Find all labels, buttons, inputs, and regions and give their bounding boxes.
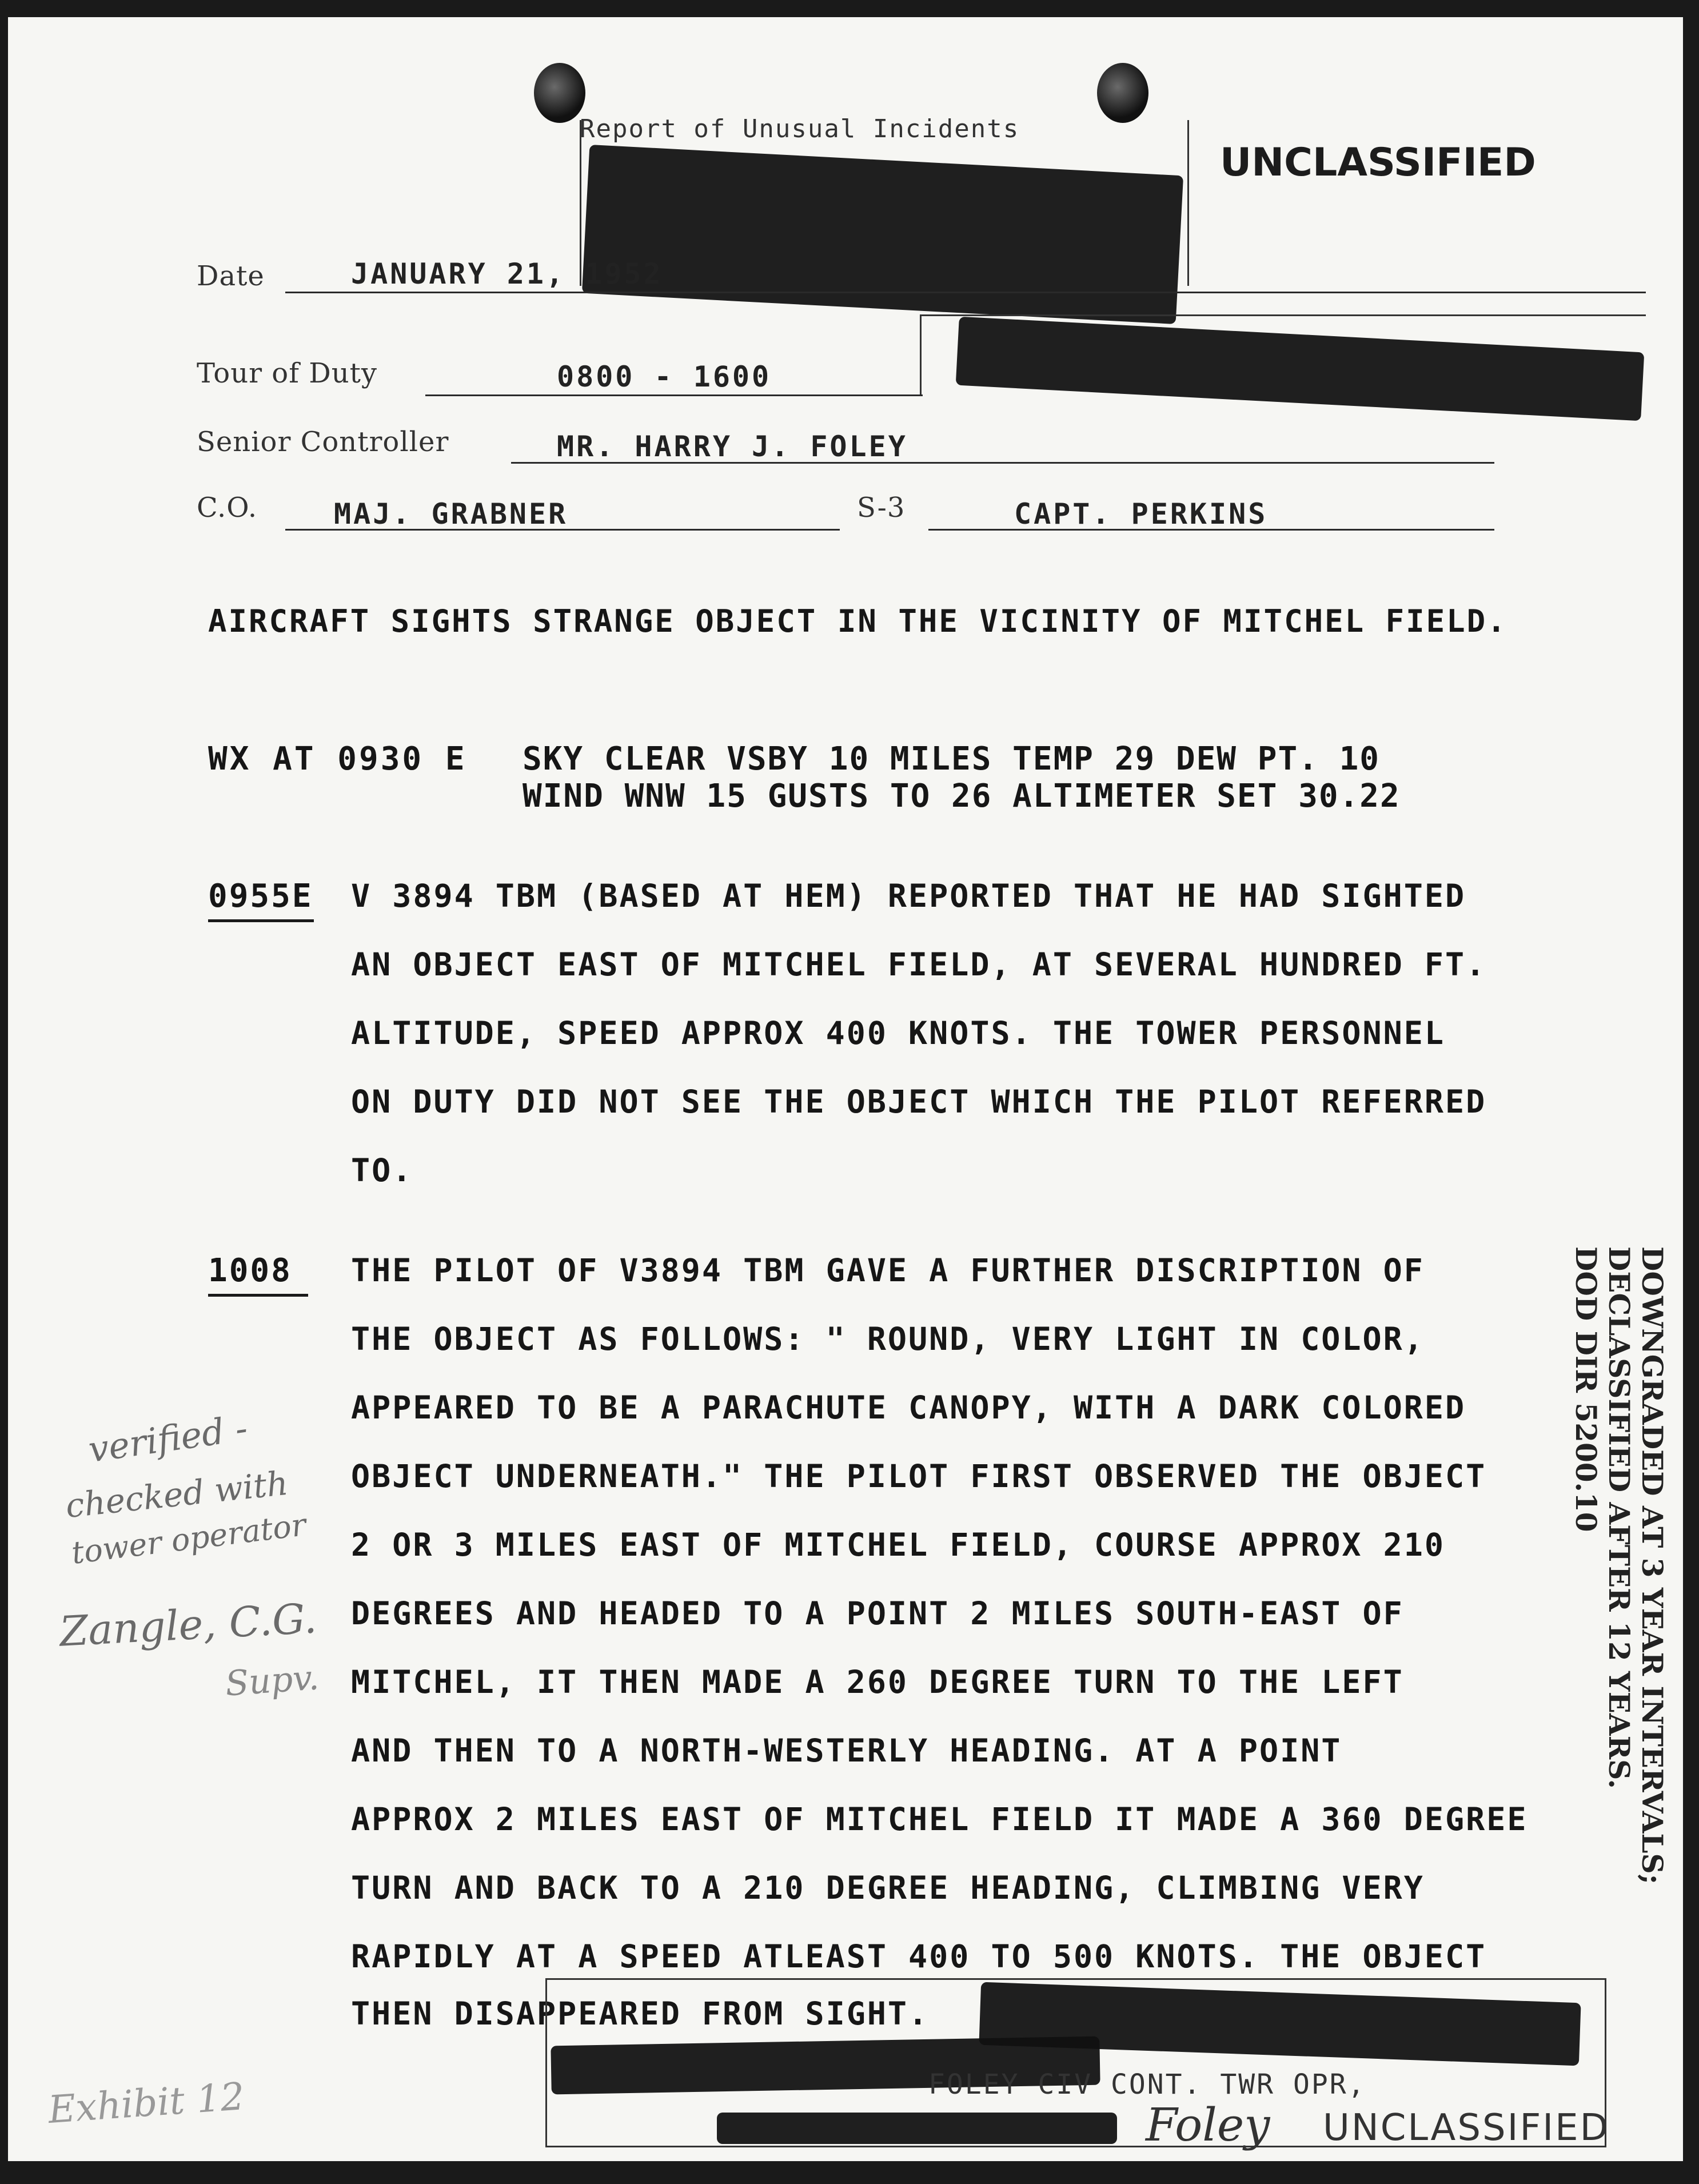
weather-label: WX AT 0930 E [208, 740, 467, 778]
entry2-line-8: AND THEN TO A NORTH-WESTERLY HEADING. AT A POINT [351, 1732, 1342, 1769]
co-value: MAJ. GRABNER [334, 497, 568, 531]
tour-label: Tour of Duty [197, 357, 378, 389]
margin-note-5: Supv. [224, 1657, 321, 1704]
entry1-line-2: AN OBJECT EAST OF MITCHEL FIELD, AT SEVERAL HUNDRED FT. [351, 946, 1487, 983]
entry1-line-4: ON DUTY DID NOT SEE THE OBJECT WHICH THE PILOT REFERRED [351, 1083, 1487, 1120]
redaction-right [956, 317, 1645, 421]
date-label: Date [197, 260, 265, 292]
entry-time-underline-2 [208, 1294, 308, 1297]
bottom-handwritten-note: Exhibit 12 [46, 2074, 246, 2132]
declass-stamp [1569, 1246, 1669, 1884]
redaction-box-right-side [920, 314, 922, 394]
classification-bottom: UNCLASSIFIED [1323, 2107, 1610, 2149]
entry2-line-3: APPEARED TO BE A PARACHUTE CANOPY, WITH A DARK COLORED [351, 1389, 1466, 1426]
entry2-line-1: THE PILOT OF V3894 TBM GAVE A FURTHER DISCRIPTION OF [351, 1252, 1425, 1289]
s3-value: CAPT. PERKINS [1014, 497, 1268, 531]
entry-time-0955e: 0955E [208, 878, 313, 915]
redaction-top [582, 145, 1183, 324]
weather-line-1: SKY CLEAR VSBY 10 MILES TEMP 29 DEW PT. 10 [523, 740, 1381, 778]
margin-note-2: checked with [63, 1463, 290, 1526]
document-page [8, 17, 1683, 2161]
entry2-line-7: MITCHEL, IT THEN MADE A 260 DEGREE TURN TO THE LEFT [351, 1664, 1404, 1700]
date-value: JANUARY 21, 1952 [351, 257, 663, 290]
entry-time-underline-1 [208, 919, 314, 922]
margin-note-3: tower operator [69, 1507, 308, 1571]
pin-right [1097, 63, 1148, 123]
weather-line-2: WIND WNW 15 GUSTS TO 26 ALTIMETER SET 30.22 [523, 778, 1401, 815]
form-title: Report of Unusual Incidents [580, 114, 1020, 144]
co-label: C.O. [197, 492, 258, 524]
entry1-line-1: V 3894 TBM (BASED AT HEM) REPORTED THAT HE HAD SIGHTED [351, 878, 1466, 914]
declass-line-2: DECLASSIFIED AFTER 12 YEARS. [1602, 1246, 1636, 1789]
date-rule [285, 292, 1646, 293]
margin-note-4: Zangle, C.G. [58, 1594, 318, 1656]
senior-controller-label: Senior Controller [197, 426, 449, 458]
entry2-line-5: 2 OR 3 MILES EAST OF MITCHEL FIELD, COURSE APPROX 210 [351, 1527, 1445, 1563]
s3-label: S-3 [857, 492, 906, 524]
entry1-line-3: ALTITUDE, SPEED APPROX 400 KNOTS. THE TOWER PERSONNEL [351, 1015, 1445, 1051]
entry2-line-12: THEN DISAPPEARED FROM SIGHT. [351, 1995, 930, 2032]
declass-line-1: DOWNGRADED AT 3 YEAR INTERVALS; [1636, 1246, 1669, 1885]
entry2-line-2: THE OBJECT AS FOLLOWS: " ROUND, VERY LIGHT IN COLOR, [351, 1321, 1425, 1357]
tour-rule [425, 394, 923, 396]
entry-time-1008: 1008 [208, 1252, 292, 1289]
classification-top: UNCLASSIFIED [1220, 140, 1536, 185]
margin-note-1: verified - [86, 1406, 250, 1471]
entry2-line-11: RAPIDLY AT A SPEED ATLEAST 400 TO 500 KNOTS. THE OBJECT [351, 1938, 1487, 1975]
senior-controller-value: MR. HARRY J. FOLEY [557, 430, 908, 463]
redaction-signature [717, 2113, 1117, 2144]
headline: AIRCRAFT SIGHTS STRANGE OBJECT IN THE VICINITY OF MITCHEL FIELD. [208, 603, 1507, 639]
entry2-line-9: APPROX 2 MILES EAST OF MITCHEL FIELD IT MADE A 360 DEGREE [351, 1801, 1528, 1838]
entry2-line-10: TURN AND BACK TO A 210 DEGREE HEADING, CLIMBING VERY [351, 1870, 1425, 1906]
signature-line: FOLEY CIV CONT. TWR OPR, [928, 2069, 1366, 2101]
tour-value: 0800 - 1600 [557, 360, 772, 393]
declass-line-3: DOD DIR 5200.10 [1569, 1246, 1603, 1532]
signature-handwritten: Foley [1146, 2098, 1270, 2151]
entry2-line-6: DEGREES AND HEADED TO A POINT 2 MILES SOUTH-EAST OF [351, 1595, 1404, 1632]
entry2-line-4: OBJECT UNDERNEATH." THE PILOT FIRST OBSERVED THE OBJECT [351, 1458, 1487, 1494]
pin-left [534, 63, 585, 123]
redaction-box-right [920, 314, 1646, 316]
entry1-line-5: TO. [351, 1152, 413, 1189]
